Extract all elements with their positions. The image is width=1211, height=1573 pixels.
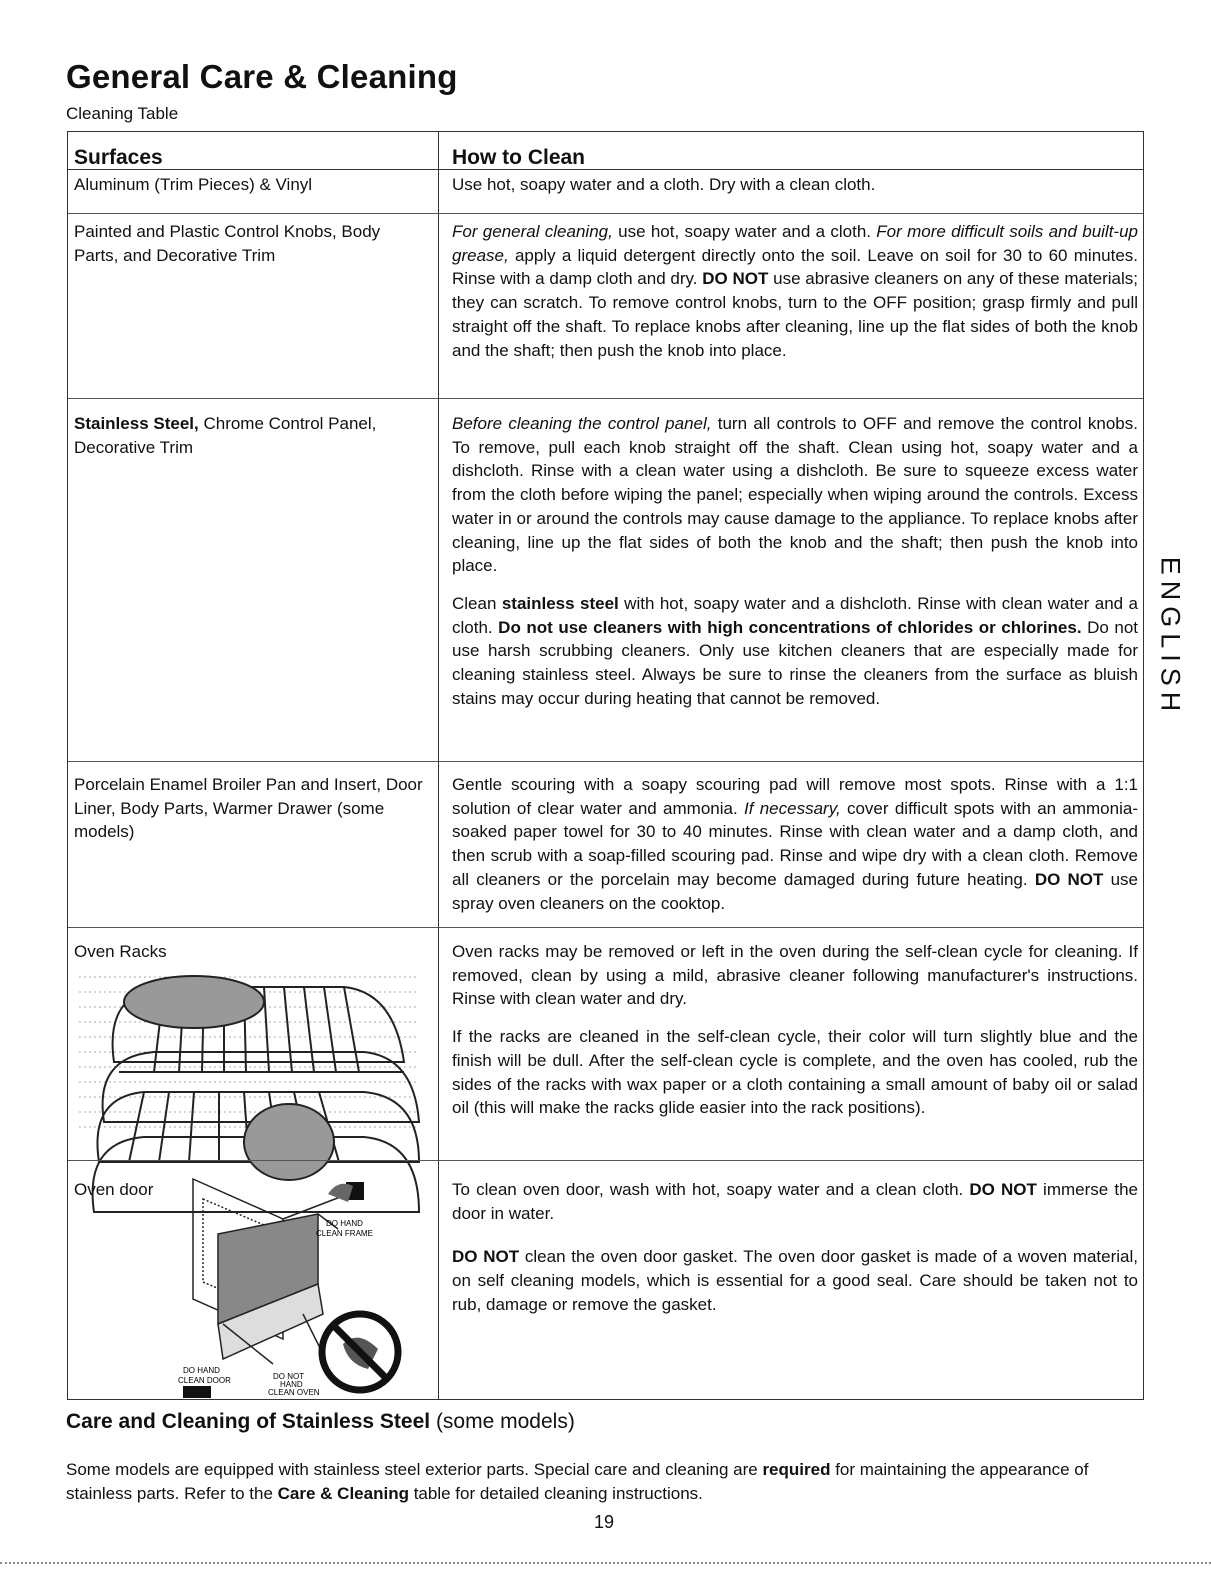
- how-painted-plastic: [452, 220, 1138, 362]
- how-stainless: [452, 412, 1138, 724]
- language-tab: [1150, 556, 1190, 718]
- label-hand-frame-1: DO HAND: [326, 1219, 363, 1228]
- text: use hot, soapy water and a cloth.: [612, 222, 877, 241]
- text: turn all controls to OFF and remove the control knobs. To remove, pull each knob straight off the shaft. Clean using hot, soapy water and a dishcloth. Rinse with a clean water using a dishcloth. Be sure to squeeze excess water from the cloth before wiping the panel; especially when wiping around the controls. Excess water in or around the controls may cause damage to the appliance. To replace knobs after cleaning, line up the flat sides of both the knob and the shaft; then push the knob into place.: [452, 414, 1138, 576]
- text: To clean oven door, wash with hot, soapy water and a clean cloth.: [452, 1180, 970, 1199]
- page-title: General Care & Cleaning: [66, 58, 458, 95]
- emphasis: For more difficult soils and built-up grease,: [452, 222, 1138, 265]
- language-tab-label: ENGLISH: [1155, 556, 1186, 718]
- oven-door-illustration: [178, 1174, 428, 1399]
- pan-lower: [244, 1104, 334, 1180]
- section-title: [66, 1410, 575, 1434]
- how-oven-racks: [452, 940, 1138, 1134]
- warning: DO NOT: [452, 1247, 520, 1267]
- emphasis: Before cleaning the control panel,: [452, 414, 712, 433]
- paragraph: [452, 412, 1138, 578]
- text: Clean: [452, 593, 502, 613]
- paragraph: [452, 592, 1138, 711]
- warning: DO NOT: [969, 1180, 1037, 1199]
- surface-oven-racks: Oven Racks: [74, 942, 167, 961]
- column-divider: [438, 132, 439, 1399]
- text: for maintaining the appearance of stainless parts. Refer to the: [66, 1460, 1089, 1503]
- paragraph: [452, 1178, 1138, 1225]
- header-surfaces: Surfaces: [74, 146, 163, 169]
- row-divider: [68, 213, 1143, 214]
- text: use abrasive cleaners on any of these materials; they can scratch. To remove control knobs, turn to the OFF position; grasp firmly and pull straight off the shaft. To replace knobs after cleaning, line up the flat sides of both the knob and the shaft; then push the knob into place.: [452, 269, 1139, 360]
- row-divider: [68, 927, 1143, 928]
- surface-stainless: [74, 412, 426, 459]
- surface-painted-plastic: Painted and Plastic Control Knobs, Body Parts, and Decorative Trim: [74, 222, 381, 265]
- text: Gentle scouring with a soapy scouring pad will remove most spots. Rinse with a 1:1 solution of clear water and ammonia.: [452, 775, 1138, 818]
- hand-icon: [183, 1386, 211, 1398]
- text: apply a liquid detergent directly onto the soil. Leave on soil for 30 to 60 minutes. Rinse with a damp cloth and dry.: [452, 245, 1138, 289]
- emphasis: If necessary,: [743, 798, 841, 818]
- page-number: 19: [594, 1512, 615, 1532]
- text: Some models are equipped with stainless steel exterior parts. Special care and cleaning are: [66, 1460, 763, 1479]
- how-oven-door: [452, 1178, 1138, 1331]
- paragraph: Oven racks may be removed or left in the oven during the self-clean cycle for cleaning. If removed, clean by using a mild, abrasive cleaner following manufacturer's instructions. Rinse with clean water and dry.: [452, 942, 1138, 1009]
- label-hand-frame-2: CLEAN FRAME: [316, 1229, 373, 1238]
- row-divider: [68, 1160, 1143, 1161]
- emphasis: For general cleaning,: [452, 222, 613, 241]
- header-how-to-clean: How to Clean: [452, 146, 586, 169]
- text: cover difficult spots with an ammonia-soaked paper towel for 30 to 40 minutes. Rinse with clean water and a damp cloth, and then scrub with a soap-filled scouring pad. Rinse and wipe dry with a clean cloth. Remove all cleaners or the porcelain may become damaged during future heating.: [452, 798, 1138, 889]
- bottom-rule: [0, 1562, 1211, 1564]
- label-no-gasket-2: HAND: [280, 1380, 303, 1389]
- prohibited-icon: [322, 1314, 398, 1390]
- cleaning-table: [67, 131, 1144, 1400]
- text: Do not use harsh scrubbing cleaners. Only use kitchen cleaners that are especially made for cleaning stainless steel. Always be sure to rinse the cleaners from the surface as bluish stains may occur during heating that cannot be removed.: [452, 617, 1138, 708]
- paragraph: If the racks are cleaned in the self-clean cycle, their color will turn slightly blue and the finish will be dull. After the self-clean cycle is complete, and the oven has cooled, rub the sides of the racks with wax paper or a cloth containing a small amount of baby oil or salad oil (this will make the racks glide easier into the rack positions).: [452, 1027, 1138, 1118]
- warning: Do not use cleaners with high concentrations of chlorides or chlorines.: [498, 617, 1082, 637]
- surface-porcelain: Porcelain Enamel Broiler Pan and Insert, Door Liner, Body Parts, Warmer Drawer (some models): [74, 775, 423, 842]
- label-no-gasket-3: CLEAN OVEN: [268, 1388, 320, 1397]
- label-hand-door-2: CLEAN DOOR: [178, 1376, 231, 1385]
- warning: DO NOT: [1034, 869, 1104, 889]
- emphasis: Care & Cleaning: [277, 1484, 409, 1503]
- emphasis: required: [762, 1460, 831, 1479]
- row-divider: [68, 761, 1143, 762]
- label-no-gasket-1: DO NOT: [273, 1372, 305, 1381]
- text: immerse the door in water.: [452, 1180, 1139, 1223]
- page-subtitle: Cleaning Table: [66, 104, 179, 123]
- section-title-bold: Care and Cleaning of Stainless Steel: [66, 1410, 431, 1433]
- surface-oven-door: Oven door: [74, 1180, 154, 1199]
- header-rule: [68, 169, 1143, 170]
- text: use spray oven cleaners on the cooktop.: [452, 869, 1138, 913]
- text: table for detailed cleaning instructions.: [408, 1484, 703, 1503]
- paragraph: [452, 1245, 1138, 1316]
- pan-upper: [124, 976, 264, 1028]
- label-hand-door-1: DO HAND: [183, 1366, 220, 1375]
- section-title-normal: (some models): [430, 1410, 575, 1433]
- warning: DO NOT: [702, 269, 769, 289]
- how-aluminum: Use hot, soapy water and a cloth. Dry with a clean cloth.: [452, 175, 876, 194]
- text: Chrome Control Panel, Decorative Trim: [74, 414, 377, 457]
- text: clean the oven door gasket. The oven door gasket is made of a woven material, on self cleaning models, which is essential for a good seal. Care should be taken not to rub, damage or remove the gasket.: [452, 1247, 1139, 1314]
- emphasis: stainless steel: [501, 593, 619, 613]
- text: with hot, soapy water and a dishcloth. Rinse with clean water and a cloth.: [452, 593, 1138, 637]
- emphasis: Stainless Steel,: [74, 414, 199, 433]
- surface-aluminum: Aluminum (Trim Pieces) & Vinyl: [74, 175, 313, 194]
- section-body: [66, 1458, 1144, 1506]
- how-porcelain: [452, 773, 1138, 915]
- row-divider: [68, 398, 1143, 399]
